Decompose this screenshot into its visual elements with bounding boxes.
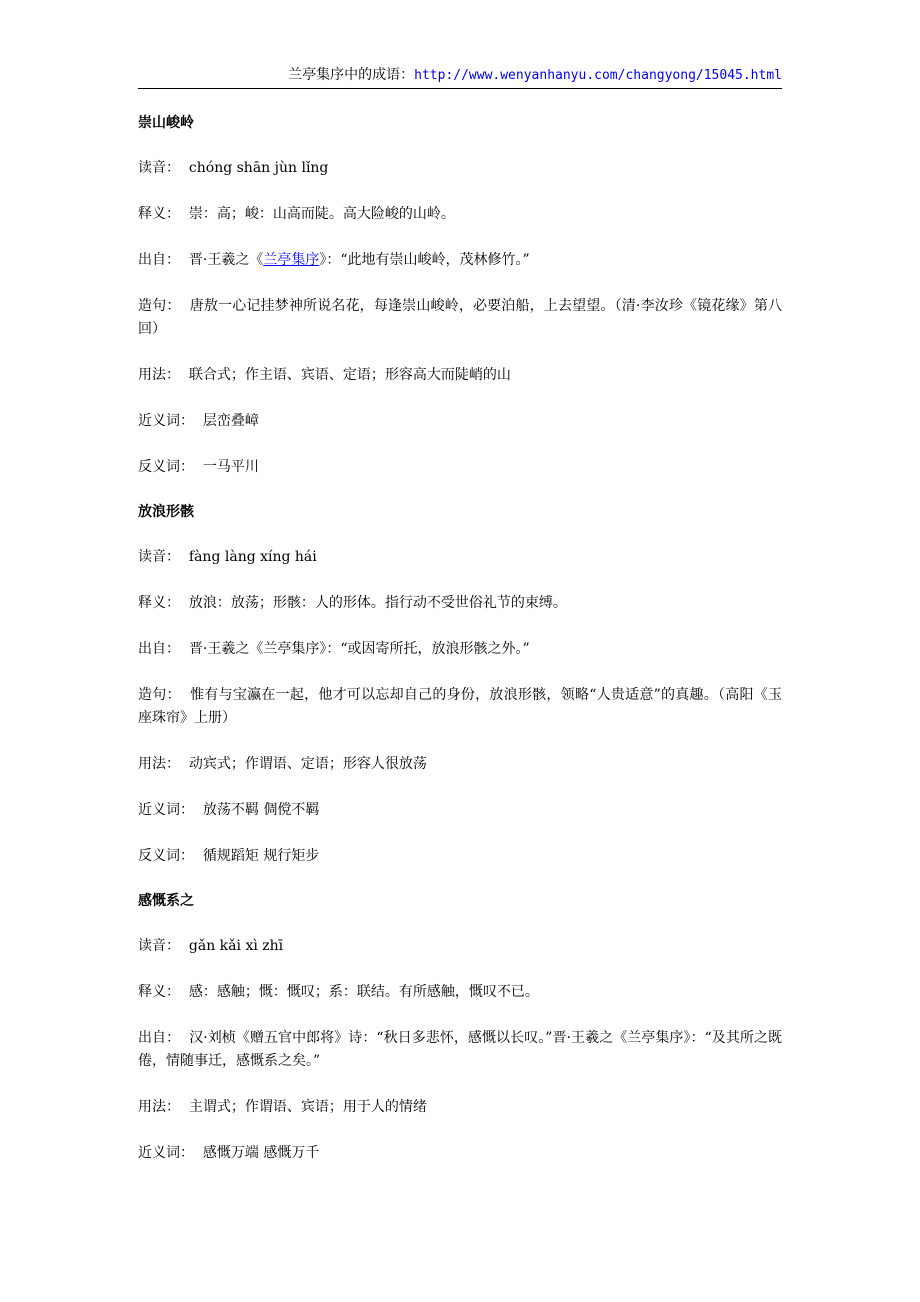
source-post: 》：“此地有崇山峻岭，茂林修竹。” — [319, 252, 530, 268]
page-header — [138, 66, 782, 89]
synonym-value: 感慨万端 感慨万千 — [202, 1145, 320, 1161]
meaning-label: 释义： — [138, 595, 180, 611]
usage-value: 动宾式；作谓语、定语；形容人很放荡 — [188, 756, 427, 772]
source-label: 出自： — [138, 252, 180, 268]
pinyin-label: 读音： — [138, 160, 180, 176]
antonym-value: 一马平川 — [202, 459, 259, 475]
example-label: 造句： — [138, 298, 181, 314]
usage-row — [138, 364, 782, 387]
meaning-row — [138, 981, 782, 1004]
example-row — [138, 684, 782, 730]
source-row — [138, 638, 782, 661]
pinyin-label: 读音： — [138, 938, 180, 954]
usage-label: 用法： — [138, 756, 180, 772]
meaning-value: 感：感触；慨：慨叹；系：联结。有所感触，慨叹不已。 — [188, 984, 539, 1000]
pinyin-row — [138, 546, 782, 569]
synonym-row — [138, 410, 782, 433]
meaning-value: 放浪：放荡；形骸：人的形体。指行动不受世俗礼节的束缚。 — [188, 595, 567, 611]
usage-label: 用法： — [138, 1099, 180, 1115]
pinyin-label: 读音： — [138, 549, 180, 565]
usage-row — [138, 1096, 782, 1119]
synonym-value: 放荡不羁 倜傥不羁 — [202, 802, 320, 818]
meaning-row — [138, 203, 782, 226]
synonym-label: 近义词： — [138, 1145, 194, 1161]
antonym-label: 反义词： — [138, 459, 194, 475]
synonym-value: 层峦叠嶂 — [202, 413, 259, 429]
example-label: 造句： — [138, 687, 181, 703]
entry-title: 放浪形骸 — [138, 504, 194, 520]
pinyin-row — [138, 935, 782, 958]
header-title: 兰亭集序中的成语： — [288, 67, 415, 83]
meaning-label: 释义： — [138, 984, 180, 1000]
source-value: 晋·王羲之《兰亭集序》：“或因寄所托，放浪形骸之外。” — [188, 641, 530, 657]
synonym-label: 近义词： — [138, 802, 194, 818]
source-row — [138, 1027, 782, 1073]
synonym-row — [138, 1142, 782, 1165]
usage-value: 主谓式；作谓语、宾语；用于人的情绪 — [188, 1099, 427, 1115]
source-url-link[interactable]: http://www.wenyanhanyu.com/changyong/15045.html — [414, 68, 782, 83]
source-value: 汉·刘桢《赠五官中郎将》诗：“秋日多悲怀，感慨以长叹。”晋·王羲之《兰亭集序》：“及其所之既倦，情随事迁，感慨系之矣。” — [138, 1030, 783, 1069]
pinyin-value: gǎn kǎi xì zhī — [188, 938, 284, 954]
source-row — [138, 249, 782, 272]
source-label: 出自： — [138, 1030, 181, 1046]
synonym-label: 近义词： — [138, 413, 194, 429]
antonym-value: 循规蹈矩 规行矩步 — [202, 848, 320, 864]
pinyin-value: chóng shān jùn lǐng — [188, 160, 329, 176]
entry-title: 崇山峻岭 — [138, 115, 194, 131]
lantingjixu-link[interactable]: 兰亭集序 — [263, 252, 320, 268]
pinyin-row — [138, 157, 782, 180]
usage-label: 用法： — [138, 367, 180, 383]
source-pre: 晋·王羲之《 — [188, 252, 264, 268]
antonym-row — [138, 456, 782, 479]
source-label: 出自： — [138, 641, 180, 657]
example-row — [138, 295, 782, 341]
usage-row — [138, 753, 782, 776]
document-body — [138, 112, 782, 1165]
synonym-row — [138, 799, 782, 822]
example-value: 唐敖一心记挂梦神所说名花，每逢崇山峻岭，必要泊船，上去望望。（清·李汝珍《镜花缘》第八回） — [138, 298, 783, 337]
meaning-value: 崇：高；峻：山高而陡。高大险峻的山岭。 — [188, 206, 455, 222]
antonym-label: 反义词： — [138, 848, 194, 864]
example-value: 惟有与宝瀛在一起，他才可以忘却自己的身份，放浪形骸，领略“人贵适意”的真趣。（高阳《玉座珠帘》上册） — [138, 687, 783, 726]
entry-title: 感慨系之 — [138, 893, 194, 909]
pinyin-value: fàng làng xíng hái — [188, 549, 317, 565]
meaning-row — [138, 592, 782, 615]
meaning-label: 释义： — [138, 206, 180, 222]
antonym-row — [138, 845, 782, 868]
usage-value: 联合式；作主语、宾语、定语；形容高大而陡峭的山 — [188, 367, 511, 383]
